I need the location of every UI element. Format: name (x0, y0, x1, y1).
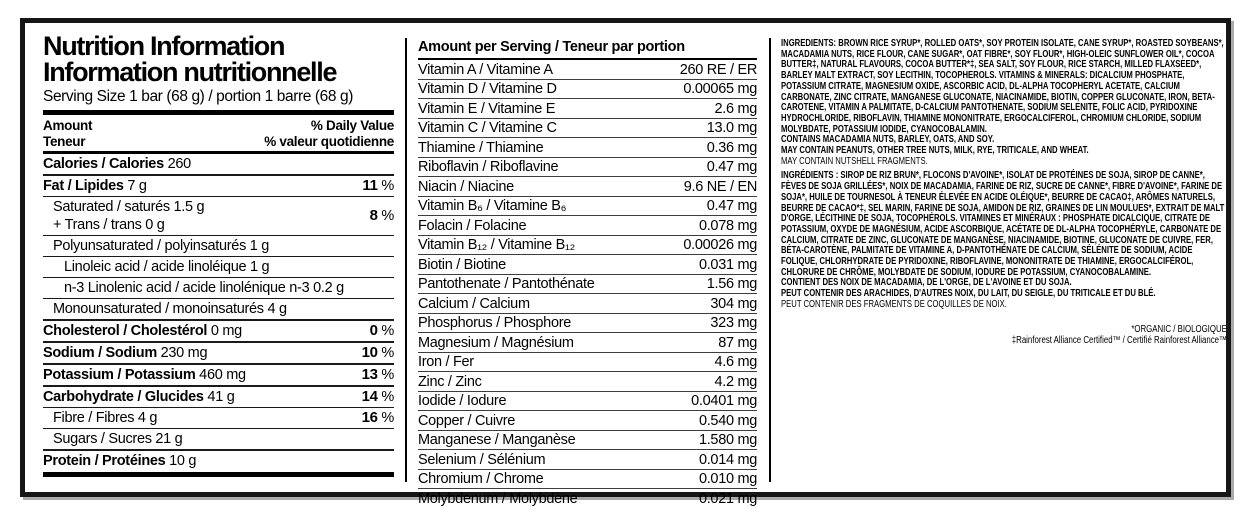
vitamin-amount: 4.6 mg (714, 354, 757, 370)
vitamin-row (418, 489, 757, 508)
vitamin-name: Vitamin A / Vitamine A (418, 61, 553, 78)
vitamin-amount: 0.078 mg (698, 217, 757, 234)
vitamin-amount: 304 mg (710, 295, 757, 312)
may-contain-statement-fr: PEUT CONTENIR DES ARACHIDES, D'AUTRES NOIX, DU LAIT, DU SEIGLE, DU TRITICALE ET DU BLÉ. (781, 288, 1156, 300)
nutrient-name: Calories / Calories 260 (43, 156, 191, 172)
vitamin-row (418, 450, 757, 470)
vitamin-row (418, 80, 757, 100)
vitamin-amount: 9.6 NE / EN (683, 178, 757, 195)
vitamin-name: Vitamin D / Vitamine D (418, 81, 557, 97)
vitamin-amount: 1.56 mg (706, 276, 757, 292)
ingredients-label-fr: INGRÉDIENTS : (781, 170, 839, 182)
daily-value: 16 % (361, 409, 394, 426)
title-english: Nutrition Information (43, 31, 285, 61)
vitamin-name: Vitamin C / Vitamine C (418, 120, 557, 136)
panel-divider (405, 38, 407, 482)
vitamin-row (418, 216, 757, 236)
vitamin-amount: 323 mg (710, 315, 757, 331)
vitamin-amount: 0.47 mg (706, 198, 757, 214)
vitamin-name: Manganese / Manganèse (418, 432, 576, 448)
nutrient-row (43, 449, 394, 477)
amount-per-serving-header: Amount per Serving / Teneur par portion (418, 39, 757, 60)
nutrient-name: Potassium / Potassium 460 mg (43, 367, 246, 383)
vitamin-name: Vitamin B₆ / Vitamine B₆ (418, 198, 567, 214)
vitamin-row (418, 431, 757, 451)
nutrient-name: Carbohydrate / Glucides 41 g (43, 389, 235, 405)
vitamin-row (418, 138, 757, 158)
nutshell-statement-en: MAY CONTAIN NUTSHELL FRAGMENTS. (781, 155, 928, 167)
vitamin-amount: 0.031 mg (698, 256, 757, 273)
vitamin-amount: 1.580 mg (698, 432, 757, 448)
nutrient-row (43, 256, 394, 277)
vitamin-name: Biotin / Biotine (418, 256, 506, 273)
vitamin-amount: 87 mg (718, 334, 757, 351)
nutrient-name: Saturated / saturés 1.5 g + Trans / trans 0 g (53, 199, 205, 233)
nutrient-name: Polyunsaturated / polyinsaturés 1 g (53, 238, 269, 254)
vitamin-name: Selenium / Sélénium (418, 451, 546, 468)
nutrient-name: Linoleic acid / acide linoléique 1 g (64, 259, 270, 275)
ingredients-french (781, 171, 1227, 278)
footnotes (781, 324, 1227, 347)
vitamin-amount: 0.47 mg (706, 159, 757, 175)
panel-divider (769, 38, 771, 482)
nutrient-rows (43, 154, 394, 477)
footnote-organic: *ORGANIC / BIOLOGIQUE (1131, 323, 1227, 335)
vitamin-name: Vitamin B₁₂ / Vitamine B₁₂ (418, 237, 575, 253)
contains-statement-fr: CONTIENT DES NOIX DE MACADAMIA, DE L'ORGE, DE L'AVOINE ET DU SOJA. (781, 277, 1072, 289)
vitamins-minerals-panel (418, 39, 757, 508)
nutrition-label (20, 18, 1231, 507)
vitamin-row (418, 119, 757, 139)
ingredients-text-block (781, 39, 1227, 347)
vitamins-minerals-label-fr: VITAMINES ET MINÉRAUX : (959, 213, 1061, 225)
vitamin-amount: 4.2 mg (714, 373, 757, 390)
ingredients-label-en: INGREDIENTS: (781, 38, 837, 49)
vitamin-amount: 13.0 mg (706, 120, 757, 136)
vitamin-name: Iron / Fer (418, 354, 474, 370)
vitamin-name: Thiamine / Thiamine (418, 139, 544, 156)
nutshell-statement-fr: PEUT CONTENIR DES FRAGMENTS DE COQUILLES DE NOIX. (781, 298, 1007, 310)
nutrient-name: n-3 Linolenic acid / acide linolénique n-3 0.2 g (64, 280, 344, 296)
vitamin-row (418, 99, 757, 119)
vitamin-row (418, 158, 757, 178)
vitamin-row (418, 372, 757, 392)
nutrient-row (43, 196, 394, 235)
contains-statement-en: CONTAINS MACADAMIA NUTS, BARLEY, OATS, AND SOY. (781, 134, 995, 146)
daily-value: 10 % (361, 344, 394, 361)
nutrient-row (43, 428, 394, 449)
nutrition-facts-panel (43, 33, 394, 477)
vitamin-amount: 0.540 mg (698, 412, 757, 429)
vitamin-amount: 0.014 mg (698, 451, 757, 468)
daily-value: 14 % (361, 388, 394, 405)
ingredients-list-fr: SIROP DE RIZ BRUN*, FLOCONS D'AVOINE*, ISOLAT DE PROTÉINES DE SOJA, SIROP DE CANNE*, FÈVES DE SOJA GRILLÉES*, NOIX DE MACADAMIA, FARINE DE RIZ, SUCRE DE CANNE*, FIBRE D'AVOINE*, FARINE DE SOJA*, HUILE DE TOURNESOL À TENEUR ÉLEVÉE EN ACIDE OLÉIQUE*, BEURRE DE CACAO‡, ARÔMES NATURELS, BEURRE DE CACAO*‡, SEL MARIN, FARINE DE SOJA, AMIDON DE RIZ, GRAINES DE LIN MOULUES*, EXTRAIT DE MALT D'ORGE, LÉCITHINE DE SOJA, TOCOPHÉROLS. (781, 170, 1225, 225)
vitamin-row (418, 470, 757, 490)
nutrient-name: Sugars / Sucres 21 g (53, 431, 183, 447)
vitamin-row (418, 197, 757, 217)
nutrient-name: Sodium / Sodium 230 mg (43, 345, 208, 361)
daily-value-column-header: % Daily Value % valeur quotidienne (264, 118, 394, 149)
vitamin-row (418, 353, 757, 373)
nutrient-row (43, 154, 394, 174)
nutrient-row (43, 174, 394, 196)
daily-value: 0 % (369, 322, 394, 339)
vitamin-name: Vitamin E / Vitamine E (418, 100, 556, 117)
title-french: Information nutritionnelle (43, 57, 337, 87)
vitamin-name: Phosphorus / Phosphore (418, 315, 572, 331)
vitamin-name: Calcium / Calcium (418, 295, 530, 312)
nutrient-row (43, 277, 394, 298)
nutrient-name: Protein / Protéines 10 g (43, 453, 197, 469)
vitamin-amount: 0.00026 mg (683, 237, 757, 253)
nutrient-row (43, 298, 394, 319)
vitamin-name: Copper / Cuivre (418, 412, 516, 429)
nutrient-name: Monounsaturated / monoinsaturés 4 g (53, 301, 287, 317)
vitamin-row (418, 177, 757, 197)
vitamin-row (418, 314, 757, 334)
vitamin-row (418, 411, 757, 431)
vitamin-row (418, 294, 757, 314)
vitamin-row (418, 333, 757, 353)
ingredients-list-en: BROWN RICE SYRUP*, ROLLED OATS*, SOY PROTEIN ISOLATE, CANE SYRUP*, ROASTED SOYBEANS*, MACADAMIA NUTS, RICE FLOUR, CANE SUGAR*, OAT FIBRE*, SOY FLOUR*, HIGH-OLEIC SUNFLOWER OIL*, COCOA BUTTER‡, NATURAL FLAVOURS, COCOA BUTTER*‡, SEA SALT, SOY FLOUR, RICE STARCH, MILLED FLAXSEED*, BARLEY MALT EXTRACT, SOY LECITHIN, TOCOPHEROLS. (781, 38, 1224, 82)
vitamin-name: Pantothenate / Pantothénate (418, 276, 595, 292)
vitamin-amount: 0.00065 mg (683, 81, 757, 97)
nutrient-row (43, 407, 394, 428)
vitamin-row (418, 60, 757, 80)
nutrient-name: Fibre / Fibres 4 g (53, 410, 158, 426)
nutrient-name: Cholesterol / Cholestérol 0 mg (43, 323, 242, 339)
daily-value: 13 % (361, 366, 394, 383)
vitamins-minerals-list-en: DICALCIUM PHOSPHATE, POTASSIUM CITRATE, MAGNESIUM OXIDE, ASCORBIC ACID, DL-ALPHA TOCOPHERYL ACETATE, CALCIUM CARBONATE, ZINC CITRATE, MANGANESE GLUCONATE, NIACINAMIDE, BIOTIN, COPPER GLUCONATE, IRON, BETA-CAROTENE, VITAMIN A PALMITATE, D-CALCIUM PANTOTHENATE, SODIUM SELENITE, FOLIC ACID, PYRIDOXINE HYDROCHLORIDE, RIBOFLAVIN, THIAMINE MONONITRATE, ERGOCALCIFEROL, CHROMIUM CHLORIDE, SODIUM MOLYBDATE, POTASSIUM IODIDE, CYANOCOBALAMIN. (781, 70, 1215, 135)
nutrient-row (43, 385, 394, 407)
vitamin-amount: 0.010 mg (698, 471, 757, 487)
ingredients-english (781, 39, 1227, 135)
vitamin-amount: 0.36 mg (706, 139, 757, 156)
vitamin-row (418, 392, 757, 412)
daily-value: 8 % (369, 207, 394, 224)
vitamin-name: Iodide / Iodure (418, 393, 507, 409)
vitamin-amount: 0.0401 mg (691, 393, 757, 409)
vitamin-amount: 260 RE / ER (679, 61, 757, 78)
vitamin-row (418, 255, 757, 275)
vitamins-minerals-label-en: VITAMINS & MINERALS: (998, 70, 1088, 82)
vitamin-name: Riboflavin / Riboflavine (418, 159, 559, 175)
footnote-rainforest: ‡Rainforest Alliance Certified™ / Certifié Rainforest Alliance™ (1011, 335, 1227, 347)
vitamin-name: Zinc / Zinc (418, 373, 482, 390)
nutrient-row (43, 235, 394, 256)
nutrient-row (43, 319, 394, 341)
nutrient-name: Fat / Lipides 7 g (43, 178, 147, 194)
vitamin-row (418, 236, 757, 256)
daily-value: 11 % (362, 177, 394, 194)
vitamin-name: Niacin / Niacine (418, 178, 514, 195)
amount-column-header: Amount Teneur (43, 118, 93, 149)
nutrient-row (43, 341, 394, 363)
serving-size: Serving Size 1 bar (68 g) / portion 1 barre (68 g) (43, 88, 353, 105)
vitamin-name: Folacin / Folacine (418, 217, 527, 234)
vitamin-name: Molybdenum / Molybdène (418, 490, 578, 507)
may-contain-statement-en: MAY CONTAIN PEANUTS, OTHER TREE NUTS, MILK, RYE, TRITICALE, AND WHEAT. (781, 145, 1089, 157)
vitamin-amount: 2.6 mg (714, 100, 757, 117)
ingredients-panel (781, 39, 1227, 479)
vitamin-rows (418, 60, 757, 508)
vitamins-minerals-list-fr: PHOSPHATE DICALCIQUE, CITRATE DE POTASSIUM, OXYDE DE MAGNÉSIUM, ACIDE ASCORBIQUE, ACÉTATE DE DL-ALPHA TOCOPHÉRYLE, CARBONATE DE CALCIUM, CITRATE DE ZINC, GLUCONATE DE MANGANÈSE, NIACINAMIDE, BIOTINE, GLUCONATE DE CUIVRE, FER, BÉTA-CAROTÈNE, PALMITATE DE VITAMINE A, D-PANTOTHÉNATE DE CALCIUM, SÉLÉNITE DE SODIUM, ACIDE FOLIQUE, CHLORHYDRATE DE PYRIDOXINE, RIBOFLAVINE, MONONITRATE DE THIAMINE, ERGOCALCIFÉROL, CHLORURE DE CHRÔME, MOLYBDATE DE SODIUM, IODURE DE POTASSIUM, CYANOCOBALAMINE. (781, 213, 1222, 278)
vitamin-row (418, 275, 757, 295)
vitamin-name: Chromium / Chrome (418, 471, 544, 487)
vitamin-name: Magnesium / Magnésium (418, 334, 574, 351)
column-header (43, 115, 394, 154)
nutrient-row (43, 363, 394, 385)
vitamin-amount: 0.021 mg (698, 490, 757, 507)
